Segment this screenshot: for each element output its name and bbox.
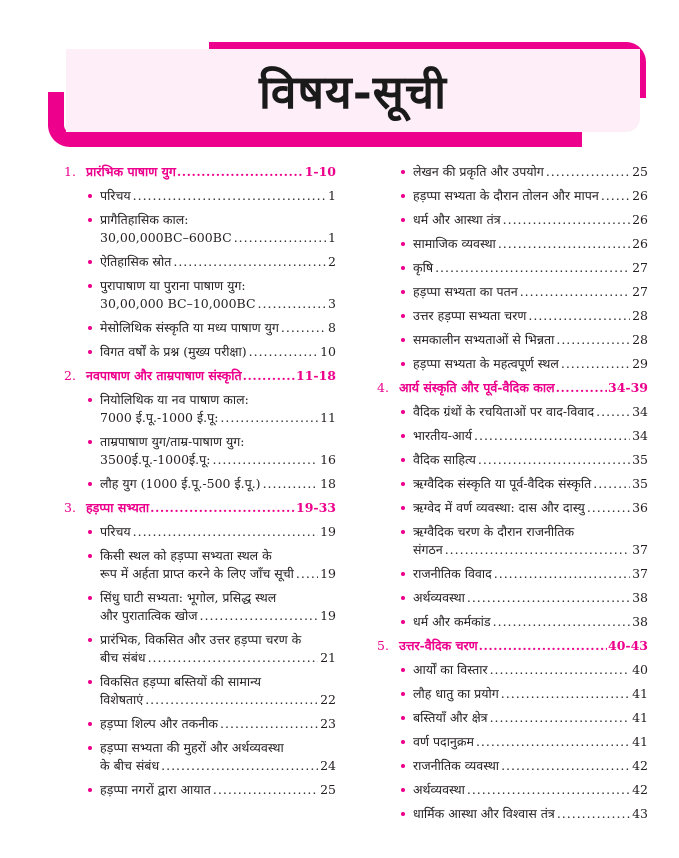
toc-entry[interactable] [64, 475, 336, 493]
toc-entry[interactable] [64, 187, 336, 205]
page-number: 26 [632, 188, 648, 203]
section-title: प्रारंभिक पाषाण युग [86, 164, 176, 179]
entry-text: हड़प्पा सभ्यता के दौरान तोलन और मापन [413, 188, 599, 203]
toc-entry[interactable] [377, 283, 648, 301]
toc-entry[interactable] [377, 805, 648, 823]
toc-entry[interactable] [64, 631, 336, 667]
section-number: 2. [64, 368, 76, 383]
page-number: 43 [632, 806, 648, 821]
page-number: 3 [328, 296, 336, 311]
dot-leader [587, 499, 630, 517]
section-number: 4. [377, 380, 389, 395]
bullet-icon [401, 194, 405, 198]
bullet-icon [401, 218, 405, 222]
dot-leader [243, 367, 295, 385]
page-number: 34 [632, 404, 648, 419]
toc-entry[interactable] [377, 709, 648, 727]
section-title: नवपाषाण और ताम्रपाषाण संस्कृति [86, 368, 242, 383]
entry-text: मेसोलिथिक संस्कृति या मध्य पाषाण युग [100, 320, 279, 335]
bullet-icon [88, 596, 92, 600]
bullet-icon [401, 458, 405, 462]
toc-section-heading[interactable] [64, 367, 336, 385]
toc-section-heading[interactable] [64, 499, 336, 517]
page-number: 42 [632, 782, 648, 797]
bullet-icon [88, 398, 92, 402]
entry-text: रूप में अर्हता प्राप्त करने के लिए जाँच सूची [100, 566, 294, 581]
toc-entry[interactable] [64, 343, 336, 361]
bullet-icon [401, 764, 405, 768]
bullet-icon [88, 530, 92, 534]
entry-text: 30,00,000 BC–10,000BC [100, 296, 256, 311]
toc-entry[interactable] [377, 661, 648, 679]
dot-leader [498, 235, 630, 253]
page-number: 24 [320, 758, 336, 773]
dot-leader [263, 475, 319, 493]
dot-leader [281, 319, 326, 337]
dot-leader [490, 661, 631, 679]
entry-text: धर्म और आस्था तंत्र [413, 212, 501, 227]
dot-leader [557, 805, 630, 823]
dot-leader [220, 409, 318, 427]
page-number: 23 [320, 716, 336, 731]
entry-text: ऋग्वैदिक चरण के दौरान राजनीतिक [413, 524, 575, 539]
dot-leader [467, 781, 630, 799]
page-number: 38 [632, 590, 648, 605]
toc-entry[interactable] [377, 451, 648, 469]
page-number: 19 [320, 566, 336, 581]
dot-leader [173, 253, 326, 271]
page-number: 27 [632, 284, 648, 299]
entry-text: धार्मिक आस्था और विश्वास तंत्र [413, 806, 555, 821]
entry-text: बीच संबंध [100, 650, 146, 665]
toc-entry[interactable] [377, 331, 648, 349]
page-number: 26 [632, 212, 648, 227]
entry-text: वैदिक ग्रंथों के रचयिताओं पर वाद-विवाद [413, 404, 595, 419]
bullet-icon [401, 596, 405, 600]
toc-entry[interactable] [377, 163, 648, 181]
dot-leader [435, 259, 630, 277]
entry-text: विकसित हड़प्पा बस्तियों की सामान्य [100, 674, 262, 689]
bullet-icon [88, 194, 92, 198]
entry-text: उत्तर हड़प्पा सभ्यता चरण [413, 308, 527, 323]
page-number: 25 [632, 164, 648, 179]
entry-text: बस्तियाँ और क्षेत्र [413, 710, 488, 725]
bullet-icon [88, 440, 92, 444]
toc-entry[interactable] [377, 781, 648, 799]
toc-entry[interactable] [64, 319, 336, 337]
bullet-icon [88, 554, 92, 558]
bullet-icon [88, 788, 92, 792]
page-number: 26 [632, 236, 648, 251]
bullet-icon [401, 530, 405, 534]
entry-text: प्रागैतिहासिक काल: [100, 212, 189, 227]
section-title: उत्तर-वैदिक चरण [399, 638, 478, 653]
dot-leader [258, 295, 327, 313]
dot-leader [445, 541, 630, 559]
dot-leader [501, 685, 630, 703]
entry-text: हड़प्पा सभ्यता की मुहरों और अर्थव्यवस्था [100, 740, 284, 755]
page-number: 37 [632, 566, 648, 581]
dot-leader [161, 757, 318, 775]
entry-text: सिंधु घाटी सभ्यता: भूगोल, प्रसिद्ध स्थल [100, 590, 277, 605]
dot-leader [478, 451, 630, 469]
toc-section-heading[interactable] [64, 163, 336, 181]
entry-text: किसी स्थल को हड़प्पा सभ्यता स्थल के [100, 548, 272, 563]
title-banner [0, 0, 679, 160]
page-number: 41 [632, 734, 648, 749]
section-number: 3. [64, 500, 76, 515]
dot-leader [133, 187, 326, 205]
page-number: 34 [632, 428, 648, 443]
dot-leader [133, 523, 318, 541]
dot-leader [596, 403, 630, 421]
toc-entry[interactable] [377, 685, 648, 703]
section-title: आर्य संस्कृति और पूर्व-वैदिक काल [399, 380, 555, 395]
dot-leader [556, 331, 630, 349]
page-number: 8 [328, 320, 336, 335]
page-number: 21 [320, 650, 336, 665]
toc-entry[interactable] [377, 589, 648, 607]
dot-leader [200, 607, 319, 625]
toc-entry[interactable] [64, 673, 336, 709]
entry-text: सामाजिक व्यवस्था [413, 236, 496, 251]
bullet-icon [401, 434, 405, 438]
toc-entry[interactable] [377, 523, 648, 559]
entry-text: कृषि [413, 260, 434, 275]
toc-entry[interactable] [377, 427, 648, 445]
toc-entry[interactable] [64, 391, 336, 427]
bullet-icon [401, 620, 405, 624]
bullet-icon [401, 338, 405, 342]
entry-text: परिचय [100, 188, 131, 203]
entry-text: अर्थव्यवस्था [413, 782, 465, 797]
entry-text: प्रारंभिक, विकसित और उत्तर हड़प्पा चरण के [100, 632, 302, 647]
page-number: 42 [632, 758, 648, 773]
dot-leader [490, 709, 631, 727]
dot-leader [493, 613, 630, 631]
bullet-icon [88, 284, 92, 288]
dot-leader [474, 427, 630, 445]
entry-text: लौह युग (1000 ई.पू.-500 ई.पू.) [100, 476, 261, 491]
bullet-icon [88, 722, 92, 726]
dot-leader [503, 211, 630, 229]
toc-entry[interactable] [377, 187, 648, 205]
toc-entry[interactable] [64, 277, 336, 313]
section-title: हड़प्पा सभ्यता [86, 500, 150, 515]
page-number: 40 [632, 662, 648, 677]
bullet-icon [88, 260, 92, 264]
bullet-icon [401, 812, 405, 816]
section-number: 1. [64, 164, 76, 179]
page-number: 18 [320, 476, 336, 491]
entry-text: और पुरातात्विक खोज [100, 608, 198, 623]
bullet-icon [401, 362, 405, 366]
toc-entry[interactable] [377, 355, 648, 373]
page-number: 1 [328, 188, 336, 203]
page-number: 28 [632, 308, 648, 323]
bullet-icon [401, 482, 405, 486]
banner-bottom-border [70, 132, 582, 147]
entry-text: हड़प्पा शिल्प और तकनीक [100, 716, 219, 731]
banner-top-border [209, 42, 633, 49]
bullet-icon [401, 740, 405, 744]
toc-entry[interactable] [64, 781, 336, 799]
toc-entry[interactable] [377, 235, 648, 253]
dot-leader [296, 565, 318, 583]
section-page-range: 34-39 [608, 380, 648, 395]
page-title: विषय-सूची [258, 65, 448, 119]
bullet-icon [88, 746, 92, 750]
toc-entry[interactable] [64, 253, 336, 271]
dot-leader [150, 499, 295, 517]
toc-entry[interactable] [64, 547, 336, 583]
entry-text: हड़प्पा सभ्यता के महत्वपूर्ण स्थल [413, 356, 559, 371]
toc-entry[interactable] [64, 589, 336, 625]
toc-entry[interactable] [377, 259, 648, 277]
bullet-icon [88, 218, 92, 222]
toc-entry[interactable] [377, 613, 648, 631]
bullet-icon [401, 242, 405, 246]
dot-leader [177, 163, 304, 181]
section-page-range: 19-33 [296, 500, 336, 515]
entry-text: लौह धातु का प्रयोग [413, 686, 499, 701]
toc-entry[interactable] [377, 757, 648, 775]
page-number: 19 [320, 608, 336, 623]
dot-leader [546, 163, 630, 181]
entry-text: राजनीतिक विवाद [413, 566, 492, 581]
page-number: 41 [632, 710, 648, 725]
entry-text: भारतीय-आर्य [413, 428, 472, 443]
bullet-icon [401, 716, 405, 720]
toc-section-heading[interactable] [377, 637, 648, 655]
dot-leader [494, 565, 630, 583]
toc-entry[interactable] [377, 565, 648, 583]
dot-leader [528, 307, 630, 325]
page-number: 28 [632, 332, 648, 347]
bullet-icon [401, 692, 405, 696]
entry-text: हड़प्पा सभ्यता का पतन [413, 284, 518, 299]
page-number: 2 [328, 254, 336, 269]
entry-text: 30,00,000BC–600BC [100, 230, 232, 245]
section-page-range: 1-10 [304, 164, 336, 179]
page-number: 29 [632, 356, 648, 371]
entry-text: लेखन की प्रकृति और उपयोग [413, 164, 544, 179]
entry-text: ताम्रपाषाण युग/ताम्र-पाषाण युग: [100, 434, 245, 449]
page-number: 22 [320, 692, 336, 707]
entry-text: धर्म और कर्मकांड [413, 614, 491, 629]
page-number: 25 [320, 782, 336, 797]
page-number: 27 [632, 260, 648, 275]
toc-entry[interactable] [64, 433, 336, 469]
dot-leader [556, 379, 607, 397]
bullet-icon [401, 572, 405, 576]
entry-text: वैदिक साहित्य [413, 452, 476, 467]
page-number: 10 [320, 344, 336, 359]
toc-entry[interactable] [377, 733, 648, 751]
entry-text: हड़प्पा नगरों द्वारा आयात [100, 782, 211, 797]
entry-text: परिचय [100, 524, 131, 539]
page-number: 35 [632, 452, 648, 467]
toc-entry[interactable] [377, 307, 648, 325]
bullet-icon [401, 506, 405, 510]
dot-leader [213, 781, 318, 799]
dot-leader [593, 475, 630, 493]
dot-leader [561, 355, 630, 373]
dot-leader [249, 343, 318, 361]
entry-text: 3500ई.पू.-1000ई.पू: [100, 452, 211, 467]
entry-text: वर्ण पदानुक्रम [413, 734, 474, 749]
page-number: 19 [320, 524, 336, 539]
entry-text: संगठन [413, 542, 443, 557]
dot-leader [479, 637, 607, 655]
bullet-icon [88, 326, 92, 330]
page-number: 38 [632, 614, 648, 629]
section-number: 5. [377, 638, 389, 653]
toc-entry[interactable] [377, 475, 648, 493]
entry-text: विशेषताएं [100, 692, 144, 707]
entry-text: अर्थव्यवस्था [413, 590, 465, 605]
dot-leader [212, 451, 318, 469]
dot-leader [467, 589, 630, 607]
entry-text: ऐतिहासिक स्रोत [100, 254, 172, 269]
page-number: 11 [320, 410, 336, 425]
bullet-icon [88, 482, 92, 486]
bullet-icon [88, 638, 92, 642]
bullet-icon [401, 314, 405, 318]
bullet-icon [401, 266, 405, 270]
entry-text: पुरापाषाण या पुराना पाषाण युग: [100, 278, 246, 293]
entry-text: आर्यों का विस्तार [413, 662, 488, 677]
dot-leader [501, 757, 630, 775]
dot-leader [234, 229, 326, 247]
dot-leader [520, 283, 630, 301]
page-number: 41 [632, 686, 648, 701]
toc-entry[interactable] [64, 715, 336, 733]
toc-entry[interactable] [377, 499, 648, 517]
page-number: 16 [320, 452, 336, 467]
page-number: 36 [632, 500, 648, 515]
toc-left-column [64, 163, 336, 805]
entry-text: के बीच संबंध [100, 758, 160, 773]
toc-right-column [377, 163, 648, 829]
toc-entry[interactable] [377, 211, 648, 229]
bullet-icon [401, 290, 405, 294]
bullet-icon [88, 680, 92, 684]
entry-text: ऋग्वेद में वर्ण व्यवस्था: दास और दास्यु [413, 500, 585, 515]
bullet-icon [401, 170, 405, 174]
dot-leader [148, 649, 319, 667]
entry-text: राजनीतिक व्यवस्था [413, 758, 500, 773]
bullet-icon [401, 668, 405, 672]
bullet-icon [401, 788, 405, 792]
entry-text: समकालीन सभ्यताओं से भिन्नता [413, 332, 555, 347]
toc-section-heading[interactable] [377, 379, 648, 397]
toc-entry[interactable] [64, 739, 336, 775]
bullet-icon [88, 350, 92, 354]
toc-entry[interactable] [64, 211, 336, 247]
dot-leader [601, 187, 630, 205]
entry-text: ऋग्वैदिक संस्कृति या पूर्व-वैदिक संस्कृति [413, 476, 592, 491]
entry-text: नियोलिथिक या नव पाषाण काल: [100, 392, 249, 407]
section-page-range: 40-43 [608, 638, 648, 653]
toc-entry[interactable] [377, 403, 648, 421]
dot-leader [145, 691, 318, 709]
page-number: 1 [328, 230, 336, 245]
entry-text: विगत वर्षों के प्रश्न (मुख्य परीक्षा) [100, 344, 247, 359]
section-page-range: 11-18 [296, 368, 336, 383]
page-number: 35 [632, 476, 648, 491]
dot-leader [476, 733, 630, 751]
entry-text: 7000 ई.पू.-1000 ई.पू: [100, 410, 219, 425]
toc-entry[interactable] [64, 523, 336, 541]
dot-leader [220, 715, 318, 733]
page-number: 37 [632, 542, 648, 557]
bullet-icon [401, 410, 405, 414]
